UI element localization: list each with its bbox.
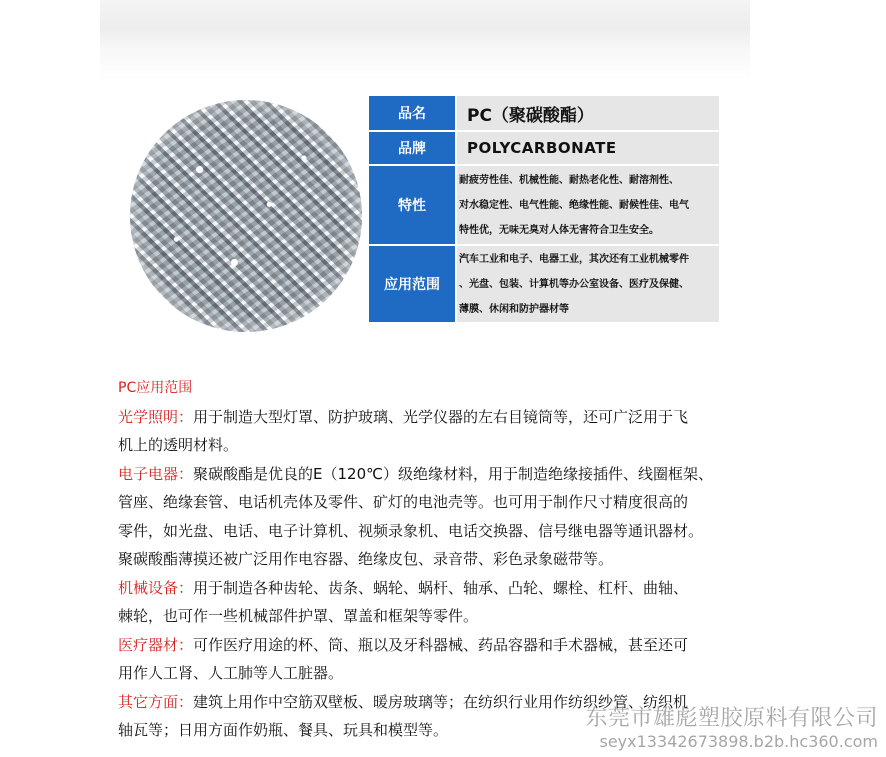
section-heading: 机械设备：	[118, 578, 194, 597]
section-line: 管座、绝缘套管、电话机壳体及零件、矿灯的电池壳等。也可用于制作尺寸精度很高的	[118, 493, 689, 511]
brand-value: POLYCARBONATE	[457, 132, 719, 164]
section-line: 零件，如光盘、电话、电子计算机、视频录象机、电话交换器、信号继电器等通讯器材。	[118, 521, 704, 540]
features-line: 特性优，无味无臭对人体无害符合卫生安全。	[459, 224, 659, 236]
section-heading: 电子电器：	[118, 464, 194, 483]
spec-row-name	[369, 96, 719, 130]
features-line: 对水稳定性、电气性能、绝缘性能、耐候性佳、电气	[459, 199, 689, 211]
usage-paragraph-machinery	[118, 574, 798, 603]
section-line: 轴瓦等；日用方面作奶瓶、餐具、玩具和模型等。	[118, 721, 449, 739]
section-line: 机上的透明材料。	[118, 436, 239, 454]
watermark-site: seyx13342673898.b2b.hc360.com	[599, 732, 878, 751]
top-banner	[100, 0, 750, 80]
applications-value	[457, 246, 719, 322]
section-line: 可作医疗用途的杯、筒、瓶以及牙科器械、药品容器和手术器械，甚至还可	[193, 635, 689, 654]
watermark-company: 东莞市雄彪塑胶原料有限公司	[585, 706, 878, 731]
usage-paragraph-optics	[118, 403, 798, 432]
applications-line: 薄膜、休闲和防护器材等	[459, 303, 569, 315]
spec-row-brand	[369, 132, 719, 164]
section-heading: 医疗器材：	[118, 635, 194, 654]
usage-section	[118, 374, 798, 745]
section-line: 用作人工肾、人工肺等人工脏器。	[118, 664, 344, 682]
section-heading: 其它方面：	[118, 692, 194, 711]
name-value: PC（聚碳酸酯）	[457, 96, 719, 130]
name-label: 品名	[369, 96, 455, 130]
section-heading: 光学照明：	[118, 407, 194, 426]
applications-line: 、光盘、包装、计算机等办公室设备、医疗及保健、	[459, 278, 689, 290]
spec-table	[369, 96, 719, 324]
section-line: 棘轮，也可作一些机械部件护罩、罩盖和框架等零件。	[118, 607, 479, 625]
usage-paragraph-medical	[118, 631, 798, 660]
features-line: 耐疲劳性佳、机械性能、耐热老化性、耐溶剂性、	[459, 174, 679, 186]
watermark	[585, 706, 878, 752]
brand-label: 品牌	[369, 132, 455, 164]
section-line: 聚碳酸酯是优良的E（120℃）级绝缘材料，用于制造绝缘接插件、线圈框架、	[193, 464, 713, 483]
usage-title: PC应用范围	[118, 380, 193, 396]
features-label: 特性	[369, 166, 455, 244]
applications-label: 应用范围	[369, 246, 455, 322]
section-line: 用于制造大型灯罩、防护玻璃、光学仪器的左右目镜筒等，还可广泛用于飞	[193, 407, 689, 426]
section-line: 建筑上用作中空筋双壁板、暖房玻璃等；在纺织行业用作纺织纱管、纺织机	[193, 692, 689, 711]
spec-row-features	[369, 166, 719, 244]
section-line: 聚碳酸酯薄摸还被广泛用作电容器、绝缘皮包、录音带、彩色录象磁带等。	[118, 550, 614, 568]
section-line: 用于制造各种齿轮、齿条、蜗轮、蜗杆、轴承、凸轮、螺栓、杠杆、曲轴、	[193, 578, 689, 597]
spec-row-applications	[369, 246, 719, 322]
applications-line: 汽车工业和电子、电器工业，其次还有工业机械零件	[459, 253, 689, 265]
features-value	[457, 166, 719, 244]
usage-paragraph-electronics	[118, 460, 798, 489]
pc-granules-image	[130, 100, 362, 332]
